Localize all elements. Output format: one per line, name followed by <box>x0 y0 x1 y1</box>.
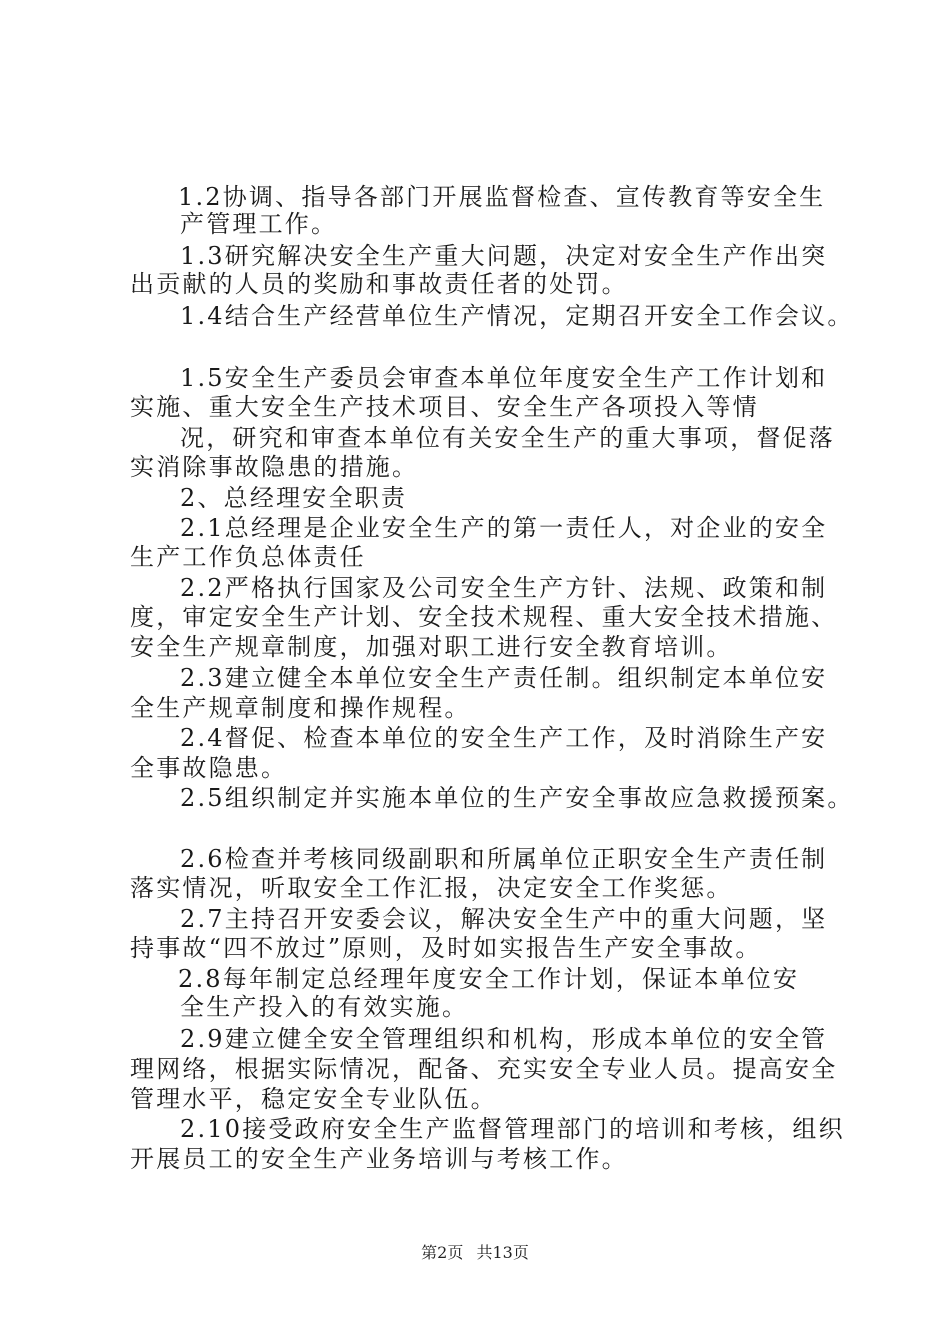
text-line: 出贡献的人员的奖励和事故责任者的处罚。 <box>130 270 628 298</box>
text-line: 2.4督促、检查本单位的安全生产工作，及时消除生产安 <box>180 724 828 752</box>
text-line: 况，研究和审查本单位有关安全生产的重大事项，督促落 <box>180 424 835 452</box>
text-line: 实消除事故隐患的措施。 <box>130 453 419 481</box>
text-line: 2.9建立健全安全管理组织和机构，形成本单位的安全管 <box>180 1025 828 1053</box>
text-line: 管理水平，稳定安全专业队伍。 <box>130 1085 497 1113</box>
text-line: 2.10接受政府安全生产监督管理部门的培训和考核，组织 <box>180 1115 845 1143</box>
text-line: 1.5安全生产委员会审查本单位年度安全生产工作计划和 <box>180 364 828 392</box>
page-number: 第2页 <box>421 1243 464 1262</box>
text-line: 落实情况，听取安全工作汇报，决定安全工作奖惩。 <box>130 874 733 902</box>
text-line: 全生产投入的有效实施。 <box>180 993 469 1021</box>
text-line: 2.5组织制定并实施本单位的生产安全事故应急救援预案。 <box>180 784 854 812</box>
text-line: 开展员工的安全生产业务培训与考核工作。 <box>130 1145 628 1173</box>
text-line: 2.7主持召开安委会议，解决安全生产中的重大问题，坚 <box>180 905 828 933</box>
text-line: 2.1总经理是企业安全生产的第一责任人，对企业的安全 <box>180 514 828 542</box>
text-line: 全事故隐患。 <box>130 754 288 782</box>
text-line: 理网络，根据实际情况，配备、充实安全专业人员。提高安全 <box>130 1055 838 1083</box>
text-line: 2.2严格执行国家及公司安全生产方针、法规、政策和制 <box>180 574 828 602</box>
text-line: 2.3建立健全本单位安全生产责任制。组织制定本单位安 <box>180 664 828 692</box>
text-line: 生产工作负总体责任 <box>130 543 366 571</box>
section-heading: 2、总经理安全职责 <box>180 484 408 512</box>
text-line: 2.8每年制定总经理年度安全工作计划，保证本单位安 <box>178 965 800 993</box>
text-line: 1.3研究解决安全生产重大问题，决定对安全生产作出突 <box>180 242 828 270</box>
text-line: 安全生产规章制度，加强对职工进行安全教育培训。 <box>130 633 733 661</box>
text-line: 产管理工作。 <box>180 210 338 238</box>
text-line: 全生产规章制度和操作规程。 <box>130 694 471 722</box>
text-line: 1.2协调、指导各部门开展监督检查、宣传教育等安全生 <box>178 183 826 211</box>
text-line: 2.6检查并考核同级副职和所属单位正职安全生产责任制 <box>180 845 828 873</box>
text-line: 1.4结合生产经营单位生产情况，定期召开安全工作会议。 <box>180 302 854 330</box>
text-line: 持事故“四不放过”原则，及时如实报告生产安全事故。 <box>130 934 762 962</box>
page-footer <box>0 1242 950 1264</box>
text-line: 度，审定安全生产计划、安全技术规程、重大安全技术措施、 <box>130 603 838 631</box>
text-line: 实施、重大安全生产技术项目、安全生产各项投入等情 <box>130 393 759 421</box>
page-total: 共13页 <box>476 1243 529 1262</box>
